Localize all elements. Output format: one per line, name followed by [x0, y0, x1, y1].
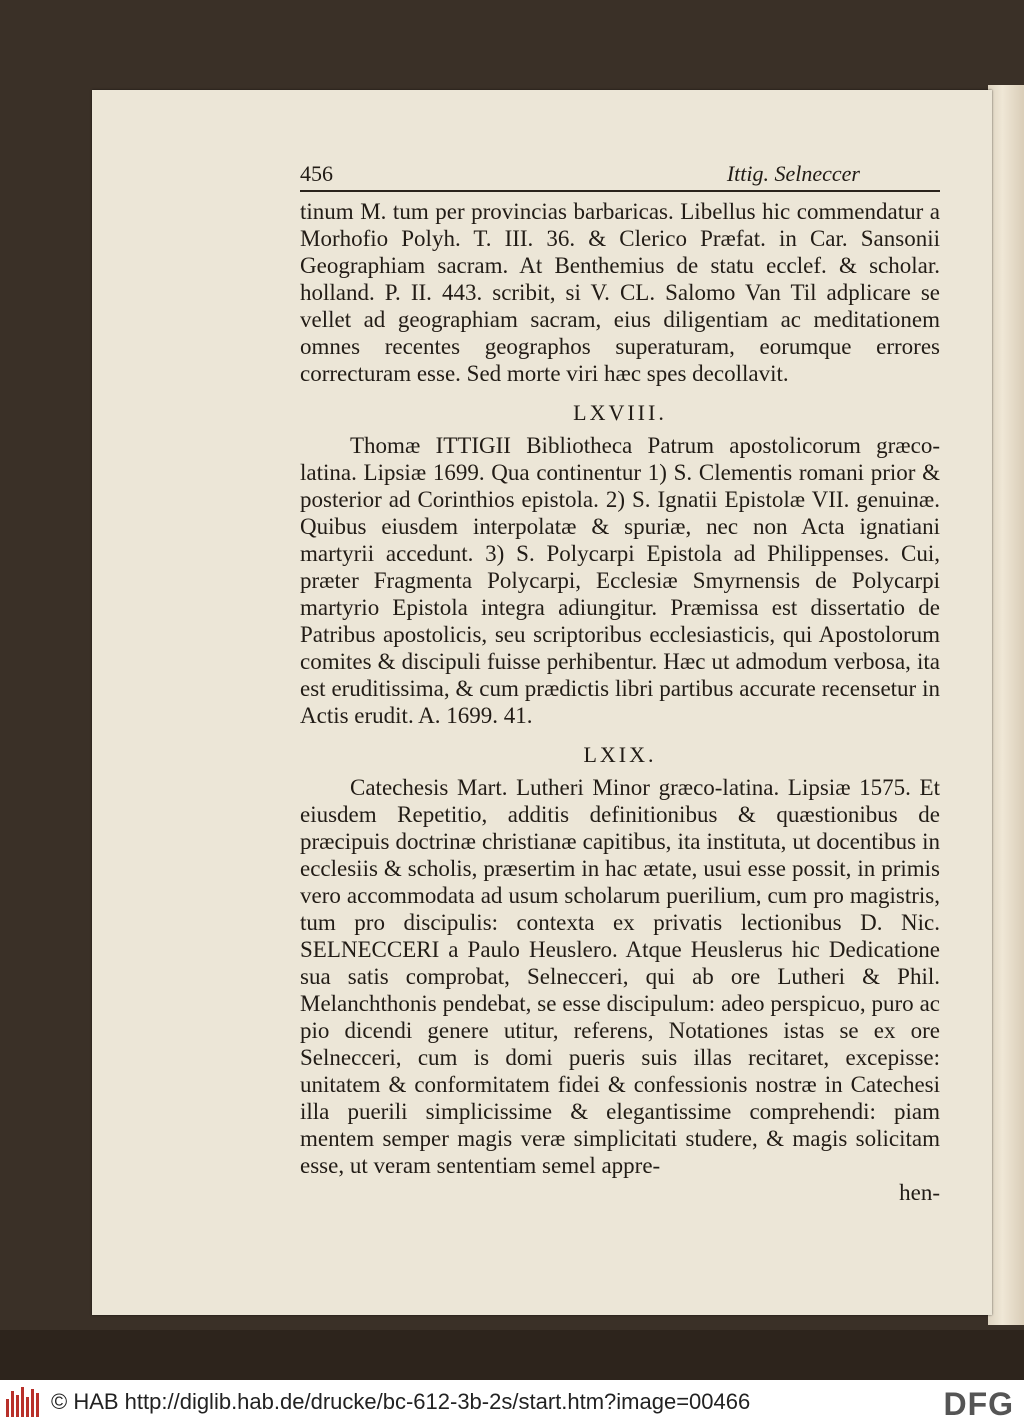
hab-logo-icon: [6, 1387, 39, 1417]
section-number-lxix: LXIX.: [583, 742, 657, 767]
running-header: [300, 160, 940, 192]
dfg-logo: DFG: [943, 1386, 1014, 1422]
viewer-footer: [0, 1380, 1024, 1424]
page-edge: [988, 85, 1024, 1325]
text-block: [300, 160, 940, 1206]
catchword: hen-: [899, 1180, 940, 1205]
section-text-lxviii: Thomæ ITTIGII Bibliotheca Patrum apostolicorum græco-latina. Lipsiæ 1699. Qua continentur 1) S. Clementis romani prior & posterior ad Corinthios epistola. 2) S. Ignatii Epistolæ VII. genuinæ. Quibus eiusdem interpolatæ & spuriæ, nec non Acta ignatiani martyrii accedunt. 3) S. Polycarpi Epistola ad Philippenses. Cui, præter Fragmenta Polycarpi, Ecclesiæ Smyrnensis de Polycarpi martyrio Epistola integra adiungitur. Præmissa est dissertatio de Patribus apostolicis, seu scriptoribus ecclesiasticis, qui Apostolorum comites & discipuli fuisse perhibentur. Hæc ut admodum verbosa, ita est eruditissima, & cum prædictis libri partibus accurate recensetur in Actis erudit. A. 1699. 41.: [300, 433, 940, 728]
section-number-lxviii: LXVIII.: [573, 400, 667, 425]
section-text-lxix: Catechesis Mart. Lutheri Minor græco-latina. Lipsiæ 1575. Et eiusdem Repetitio, additis definitionibus & quæstionibus de præcipuis doctrinæ christianæ capitibus, ita instituta, ut docentibus in ecclesiis & scholis, præsertim in hac ætate, usui esse possit, in primis vero accommodata ad usum scholarum puerilium, cum pro magistris, tum pro discipulis: contexta ex privatis lectionibus D. Nic. SELNECCERI a Paulo Heuslero. Atque Heuslerus hic Dedicatione sua satis comprobat, Selnecceri, qui ab ore Lutheri & Phil. Melanchthonis pendebat, se esse discipulum: adeo perspicuo, puro ac pio dicendi genere utitur, referens, Notationes istas se ex ore Selnecceri, cum is domi pueris suis illas recitaret, excepisse: unitatem & conformitatem fidei & confessionis nostræ in Catechesi illa puerili simplicissime & elegantissime comprehendi: piam mentem semper magis veræ simplicitati studere, & magis solicitam esse, ut veram sententiam semel appre-: [300, 775, 940, 1178]
copyright-url[interactable]: © HAB http://diglib.hab.de/drucke/bc-612-3b-2s/start.htm?image=00466: [51, 1389, 751, 1414]
page-number: 456: [300, 161, 333, 186]
running-title: Ittig. Selneccer: [726, 161, 860, 186]
book-page: [92, 90, 992, 1315]
top-paragraph: tinum M. tum per provincias barbaricas. Libellus hic commendatur a Morhofio Polyh. T. III. 36. & Clerico Præfat. in Car. Sansonii Geographiam sacram. At Benthemius de statu ecclef. & scholar. holland. P. II. 443. scribit, si V. CL. Salomo Van Til adplicare se vellet ad geographiam sacram, eius diligentiam ac meditationem omnes recentes geographos superaturam, eorumque errores correcturam esse. Sed morte viri hæc spes decollavit.: [300, 199, 940, 386]
scan-bottom-shadow: [0, 1330, 1024, 1380]
